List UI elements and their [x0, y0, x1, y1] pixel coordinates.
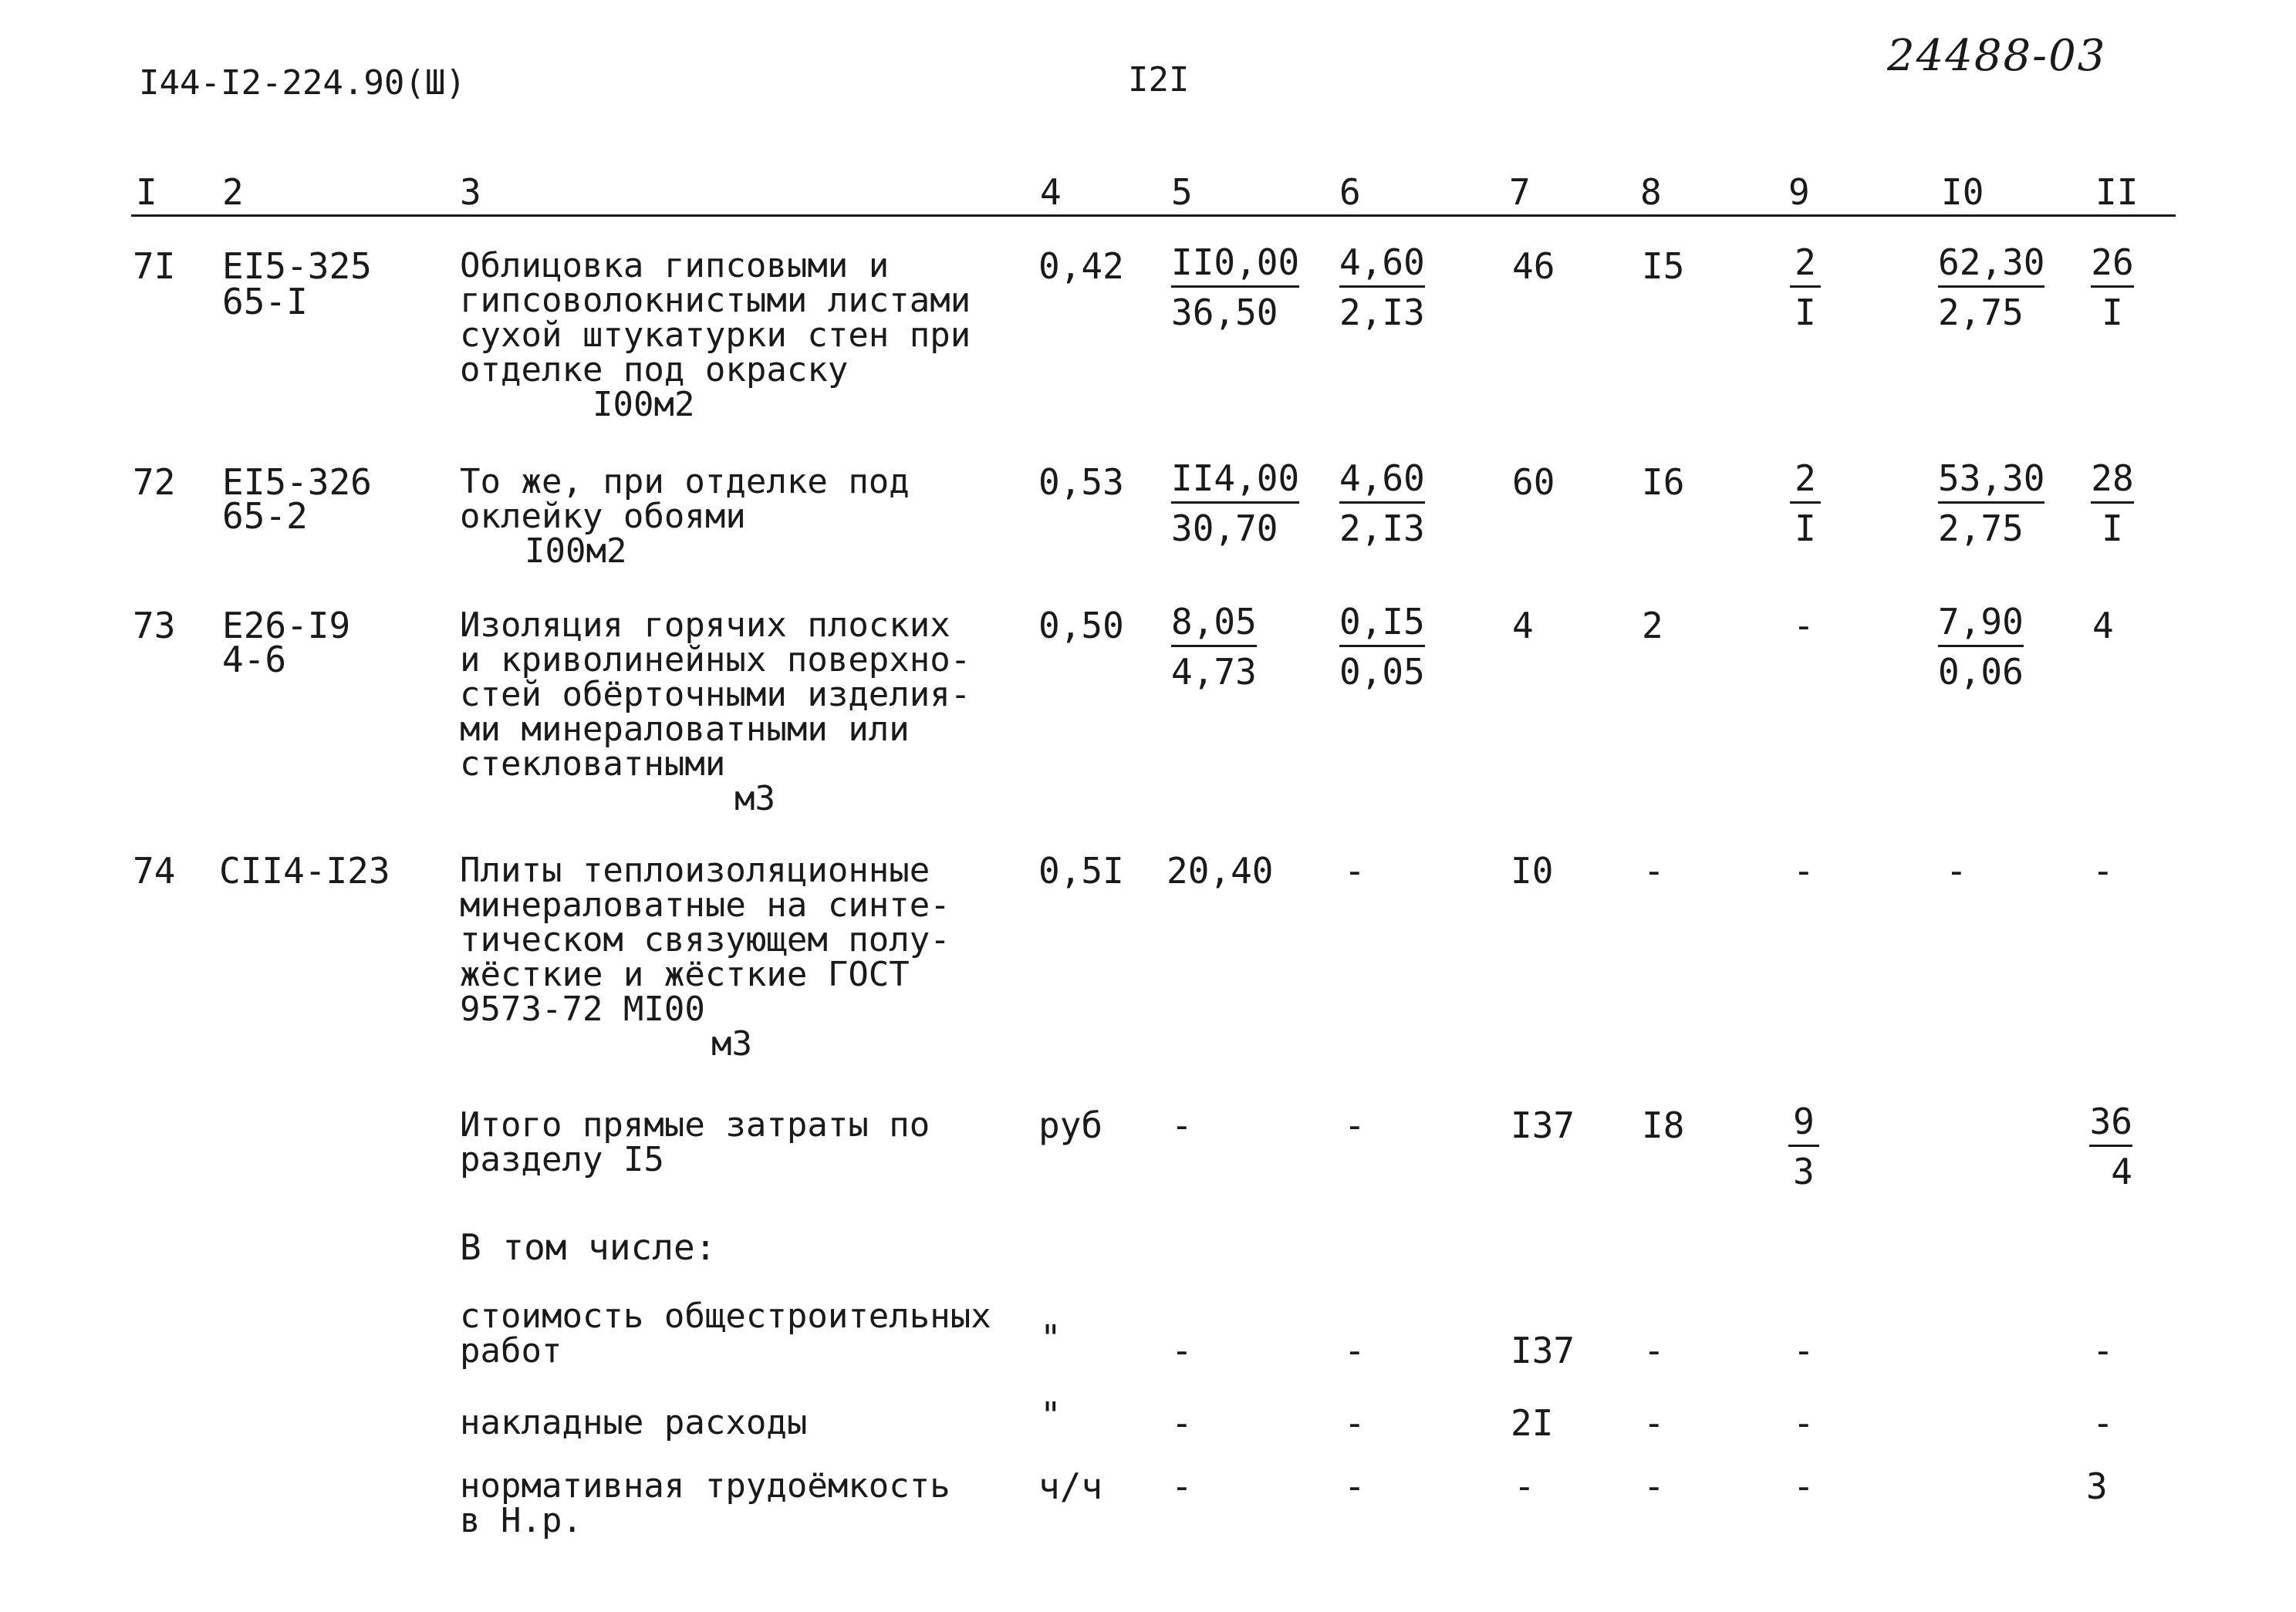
fraction-top: 36 [2089, 1100, 2132, 1147]
row-code-sub: 65-I [222, 281, 308, 322]
cell-value: - [1643, 1465, 1665, 1507]
column-number: 4 [1040, 171, 1062, 213]
row-number: 73 [133, 605, 176, 646]
fraction-bottom: 30,70 [1171, 508, 1278, 549]
fraction-bottom: 4,73 [1171, 651, 1257, 693]
cell-value: I0 [1511, 850, 1554, 892]
fraction-cell [1171, 600, 1257, 696]
fraction-cell [2091, 457, 2134, 553]
description-line: минераловатные на синте- [460, 885, 950, 925]
unit-label: ч/ч [1038, 1465, 1103, 1507]
column-number: 3 [460, 171, 481, 213]
fraction-cell [2089, 1100, 2132, 1196]
row-description [460, 851, 950, 1064]
cell-value: 2 [1642, 605, 1663, 646]
cell-value: 2I [1511, 1402, 1554, 1444]
cell-value: - [1171, 1104, 1193, 1146]
fraction-bottom: 3 [1793, 1151, 1815, 1192]
unit-label: I00м2 [525, 531, 627, 571]
quantity: 0,53 [1038, 461, 1124, 503]
sub-row-label-line: стоимость общестроительных [460, 1297, 991, 1336]
description-line: гипсоволокнистыми листами [460, 281, 971, 320]
cell-value: - [1643, 1402, 1665, 1444]
fraction-top: 4,60 [1339, 241, 1425, 288]
including-label: В том числе: [460, 1226, 717, 1268]
row-number: 7I [133, 245, 176, 287]
description-line: Изоляция горячих плоских [460, 605, 950, 645]
column-number: 6 [1339, 171, 1361, 213]
unit-label: руб [1038, 1104, 1103, 1146]
fraction-top: 8,05 [1171, 600, 1257, 647]
cell-value: I37 [1511, 1330, 1575, 1371]
quantity: 0,50 [1038, 605, 1124, 646]
column-number: I0 [1941, 171, 1984, 213]
fraction-cell [1171, 457, 1299, 553]
cell-value: 3 [2086, 1465, 2108, 1507]
quantity: 0,5I [1038, 850, 1124, 892]
cell-value: - [1344, 850, 1366, 892]
fraction-cell [1339, 457, 1425, 553]
sub-row-label-line: нормативная трудоёмкость [460, 1466, 950, 1506]
ditto-mark: " [1040, 1317, 1062, 1359]
fraction-bottom: 2,I3 [1339, 508, 1425, 549]
description-line: жёсткие и жёсткие ГОСТ [460, 955, 910, 994]
fraction-top: II0,00 [1171, 241, 1299, 288]
cell-value: 4 [1512, 605, 1534, 646]
row-code: CII4-I23 [219, 850, 390, 892]
page-number: I2I [1128, 60, 1190, 99]
description-line: 9573-72 МI00 [460, 990, 705, 1029]
ditto-mark: " [1040, 1394, 1062, 1436]
description-line: стекловатными [460, 744, 726, 784]
fraction-cell [1339, 600, 1425, 696]
cell-value: - [1171, 1465, 1193, 1507]
fraction-bottom: 36,50 [1171, 292, 1278, 333]
cell-value: - [1344, 1402, 1366, 1444]
description-line: отделке под окраску [460, 350, 849, 390]
cell-value: - [1793, 1465, 1815, 1507]
description-line: сухой штукатурки стен при [460, 315, 971, 355]
cell-value: - [1793, 1330, 1815, 1371]
column-number: 7 [1509, 171, 1531, 213]
cell-value: - [1793, 605, 1815, 646]
row-description [460, 248, 971, 422]
fraction-top: 26 [2091, 241, 2134, 288]
description-line: тическом связующем полу- [460, 920, 950, 959]
totals-label [460, 1105, 930, 1179]
cell-value: 20,40 [1167, 850, 1274, 892]
doc-code: I44-I2-224.90(Ш) [139, 63, 466, 103]
sub-row-label [460, 1405, 807, 1440]
totals-label-line: разделу I5 [460, 1140, 664, 1179]
sub-row-label-line: работ [460, 1331, 562, 1371]
cell-value: - [1793, 850, 1815, 892]
fraction-top: 2 [1790, 457, 1821, 504]
fraction-cell [1938, 600, 2024, 696]
fraction-cell [1339, 241, 1425, 337]
cell-value: - [1344, 1104, 1366, 1146]
fraction-bottom: I [2102, 508, 2123, 549]
cell-value: - [1643, 850, 1665, 892]
fraction-cell [1788, 1100, 1819, 1196]
fraction-bottom: 4 [2111, 1151, 2132, 1192]
cell-value: - [1344, 1465, 1366, 1507]
unit-label: I00м2 [593, 385, 695, 424]
cell-value: - [1946, 850, 1967, 892]
cell-value: 60 [1512, 461, 1555, 503]
description-line: Плиты теплоизоляционные [460, 851, 930, 890]
column-number: 2 [222, 171, 244, 213]
fraction-top: 28 [2091, 457, 2134, 504]
cell-value: I6 [1642, 461, 1685, 503]
row-number: 74 [133, 850, 176, 892]
cell-value: - [2092, 1402, 2114, 1444]
column-number: I [136, 171, 157, 213]
fraction-bottom: 0,05 [1339, 651, 1425, 693]
fraction-bottom: 2,I3 [1339, 292, 1425, 333]
fraction-bottom: I [1795, 292, 1816, 333]
fraction-cell [1171, 241, 1299, 337]
sub-row-label [460, 1466, 950, 1540]
cell-value: - [1344, 1330, 1366, 1371]
cell-value: I5 [1642, 245, 1685, 287]
unit-label: м3 [734, 779, 775, 818]
description-line: То же, при отделке под [460, 462, 910, 501]
cell-value: 46 [1512, 245, 1555, 287]
fraction-top: 2 [1790, 241, 1821, 288]
cell-value: 4 [2092, 605, 2114, 646]
sub-row-label-line: накладные расходы [460, 1403, 808, 1442]
sub-row-label-line: в Н.р. [460, 1501, 582, 1540]
row-code: EI5-325 [222, 245, 372, 287]
fraction-top: 9 [1788, 1100, 1819, 1147]
fraction-top: 4,60 [1339, 457, 1425, 504]
cell-value: I8 [1642, 1104, 1685, 1146]
fraction-bottom: I [2102, 292, 2123, 333]
description-line: стей обёрточными изделия- [460, 675, 971, 714]
cell-value: - [1643, 1330, 1665, 1371]
row-code: EI5-326 [222, 461, 372, 503]
cell-value: - [1514, 1465, 1535, 1507]
column-number: 9 [1788, 171, 1810, 213]
fraction-top: 0,I5 [1339, 600, 1425, 647]
description-line: Облицовка гипсовыми и [460, 246, 890, 285]
row-code: E26-I9 [222, 605, 351, 646]
fraction-bottom: 0,06 [1938, 651, 2024, 693]
sub-row-label [460, 1297, 991, 1371]
fraction-cell [1790, 241, 1821, 337]
unit-label: м3 [711, 1024, 752, 1064]
column-number: II [2095, 171, 2139, 213]
row-description [460, 605, 971, 818]
cell-value: - [1171, 1330, 1193, 1371]
fraction-cell [1790, 457, 1821, 553]
totals-label-line: Итого прямые затраты по [460, 1105, 930, 1145]
cell-value: - [2092, 1330, 2114, 1371]
fraction-bottom: 2,75 [1938, 292, 2024, 333]
fraction-top: 53,30 [1938, 457, 2044, 504]
header-rule [131, 214, 2176, 217]
fraction-cell [1938, 457, 2044, 553]
handwritten-number: 24488-03 [1887, 31, 2107, 81]
row-number: 72 [133, 461, 176, 503]
fraction-bottom: 2,75 [1938, 508, 2024, 549]
fraction-cell [1938, 241, 2044, 337]
description-line: и криволинейных поверхно- [460, 640, 971, 680]
fraction-top: 7,90 [1938, 600, 2024, 647]
row-code-sub: 65-2 [222, 495, 308, 537]
column-number: 8 [1640, 171, 1662, 213]
cell-value: I37 [1511, 1104, 1575, 1146]
fraction-bottom: I [1795, 508, 1816, 549]
cell-value: - [2092, 850, 2114, 892]
description-line: оклейку обоями [460, 497, 746, 536]
fraction-top: II4,00 [1171, 457, 1299, 504]
row-description [460, 462, 910, 571]
column-number: 5 [1171, 171, 1193, 213]
quantity: 0,42 [1038, 245, 1124, 287]
cell-value: - [1171, 1402, 1193, 1444]
row-code-sub: 4-6 [222, 639, 287, 680]
cell-value: - [1793, 1402, 1815, 1444]
fraction-top: 62,30 [1938, 241, 2044, 288]
description-line: ми минераловатными или [460, 710, 910, 749]
fraction-cell [2091, 241, 2134, 337]
